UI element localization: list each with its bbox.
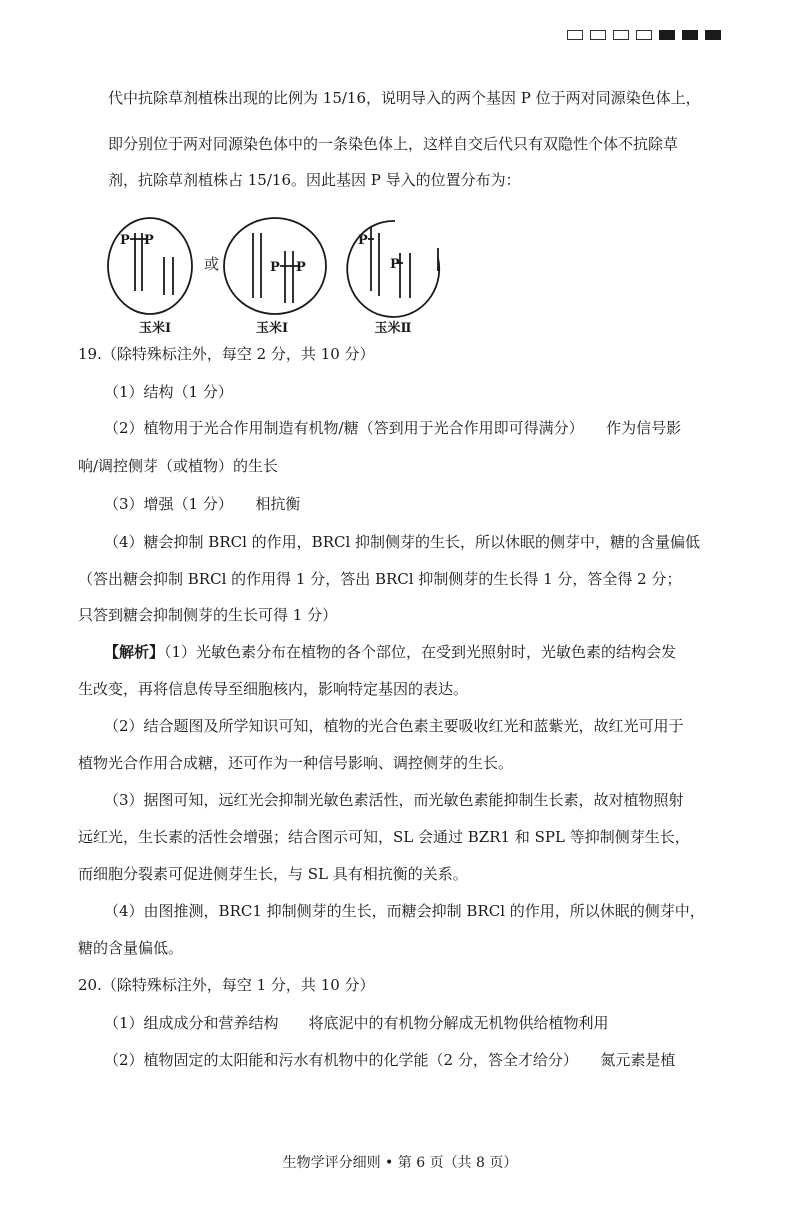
explanation-line: 而细胞分裂素可促进侧芽生长，与 SL 具有相抗衡的关系。 [78,865,468,883]
caption-corn-1: 玉米Ⅰ [138,321,172,336]
explanation-line: （3）据图可知，远红光会抑制光敏色素活性，而光敏色素能抑制生长素，故对植物照射 [104,791,684,809]
answer-line: （3）增强（1 分） 相抗衡 [104,495,301,513]
text-line: 剂，抗除草剂植株占 15/16。因此基因 P 导入的位置分布为： [108,171,521,189]
corner-mark [613,30,629,40]
gene-label: P [270,260,280,275]
explanation-text: （1）光敏色素分布在植物的各个部位，在受到光照射时，光敏色素的结构会发 [164,643,677,661]
answer-line: （2）植物固定的太阳能和污水有机物中的化学能（2 分，答全才给分） 氮元素是植 [104,1051,676,1069]
explanation-line: （2）结合题图及所学知识可知，植物的光合色素主要吸收红光和蓝紫光，故红光可用于 [104,717,684,735]
explanation-line [104,642,676,662]
text-line: 即分别位于两对同源染色体中的一条染色体上，这样自交后代只有双隐性个体不抗除草 [108,135,679,153]
corner-mark [567,30,583,40]
corner-mark [659,30,675,40]
answer-line: 只答到糖会抑制侧芽的生长可得 1 分） [78,606,338,624]
or-text: 或 [204,255,220,273]
text-line: 代中抗除草剂植株出现的比例为 15/16，说明导入的两个基因 P 位于两对同源染色体上， [108,89,701,107]
question-heading: 20.（除特殊标注外，每空 1 分，共 10 分） [78,976,375,994]
answer-line: （答出糖会抑制 BRCl 的作用得 1 分，答出 BRCl 抑制侧芽的生长得 1 分，答全得 2 分； [78,570,682,588]
corner-mark [636,30,652,40]
explanation-label: 【解析】 [104,643,165,661]
corner-mark [705,30,721,40]
explanation-line: 远红光，生长素的活性会增强；结合图示可知，SL 会通过 BZR1 和 SPL 等抑制侧芽生长， [78,828,690,846]
question-heading: 19.（除特殊标注外，每空 2 分，共 10 分） [78,345,375,363]
gene-label: P [120,233,130,248]
answer-line: （1）结构（1 分） [104,383,233,401]
gene-label: P [144,233,154,248]
chromosome-figure [100,213,445,338]
explanation-line: 生改变，再将信息传导至细胞核内，影响特定基因的表达。 [78,680,469,698]
explanation-line: 糖的含量偏低。 [78,939,184,957]
page-footer: 生物学评分细则 • 第 6 页（共 8 页） [282,1155,518,1171]
answer-line: （1）组成成分和营养结构 将底泥中的有机物分解成无机物供给植物利用 [104,1014,609,1032]
answer-line: （4）糖会抑制 BRCl 的作用，BRCl 抑制侧芽的生长，所以休眠的侧芽中，糖的含量偏低 [104,533,701,551]
gene-label: P [390,257,400,272]
caption-corn-3: 玉米Ⅱ [374,321,412,336]
corner-mark [590,30,606,40]
explanation-line: 植物光合作用合成糖，还可作为一种信号影响、调控侧芽的生长。 [78,754,514,772]
corner-marks [567,30,721,40]
caption-corn-2: 玉米Ⅰ [255,321,289,336]
corner-mark [682,30,698,40]
answer-line: 响/调控侧芽（或植物）的生长 [78,457,279,475]
answer-line: （2）植物用于光合作用制造有机物/糖（答到用于光合作用即可得满分） 作为信号影 [104,419,682,437]
gene-label: P [358,233,368,248]
explanation-line: （4）由图推测，BRC1 抑制侧芽的生长，而糖会抑制 BRCl 的作用，所以休眠的侧芽中， [104,902,705,920]
gene-label: P [296,260,306,275]
